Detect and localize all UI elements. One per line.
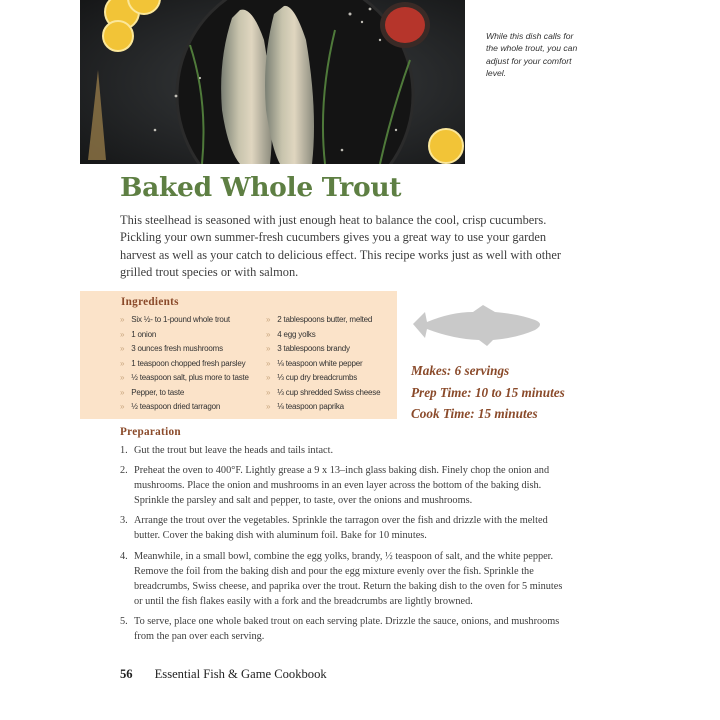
servings-text: Makes: 6 servings <box>411 363 510 378</box>
book-title: Essential Fish & Game Cookbook <box>154 667 327 681</box>
recipe-title: Baked Whole Trout <box>120 172 402 203</box>
preparation-steps <box>120 443 572 649</box>
prep-time-text: Prep Time: 10 to 15 minutes <box>411 384 565 400</box>
fish-silhouette-icon <box>411 302 547 353</box>
step-number: 4. <box>120 550 128 562</box>
preparation-step <box>120 443 572 458</box>
step-text: Gut the trout but leave the heads and tails intact. <box>134 445 334 456</box>
preparation-step <box>120 614 572 644</box>
ingredient-item: » 1 teaspoon chopped fresh parsley <box>120 357 249 372</box>
step-number: 2. <box>120 465 128 477</box>
page-footer <box>120 667 327 682</box>
ingredient-item: » ½ teaspoon dried tarragon <box>120 400 249 415</box>
ingredients-list-right <box>266 313 380 415</box>
ingredient-item: » 3 tablespoons brandy <box>266 342 380 357</box>
preparation-step <box>120 549 572 609</box>
step-number: 5. <box>120 615 128 627</box>
ingredient-item: » Six ½- to 1-pound whole trout <box>120 313 249 328</box>
ingredient-item: » ½ teaspoon salt, plus more to taste <box>120 371 249 386</box>
ingredient-item: » Pepper, to taste <box>120 386 249 401</box>
recipe-yields <box>411 360 565 425</box>
ingredient-item: » ⅛ teaspoon paprika <box>266 400 380 415</box>
ingredients-list-left <box>120 313 249 415</box>
recipe-intro: This steelhead is seasoned with just enough heat to balance the cool, crisp cucumbers. Pickling your own summer-fresh cucumbers gives you a great way to use your garden harvest as well as your catch to delicious effect. This recipe works just as well with other grilled trout species or with salmon. <box>120 213 562 280</box>
trout-photo <box>80 0 465 164</box>
ingredient-item: » ⅓ cup dry breadcrumbs <box>266 371 380 386</box>
ingredient-item: » ⅛ teaspoon white pepper <box>266 357 380 372</box>
preparation-heading: Preparation <box>120 426 181 438</box>
step-text: Arrange the trout over the vegetables. Sprinkle the tarragon over the fish and drizzle with the melted butter. Cover the baking dish with aluminum foil. Bake for 10 minutes. <box>134 515 548 542</box>
ingredient-item: » ⅓ cup shredded Swiss cheese <box>266 386 380 401</box>
step-text: Meanwhile, in a small bowl, combine the egg yolks, brandy, ½ teaspoon of salt, and the white pepper. Remove the foil from the baking dish and pour the egg mixture evenly over the fish. Sprinkle the breadcrumbs, Swiss cheese, and paprika over the trout. Return the baking dish to the oven for 5 minutes or until the fish flakes easily with a fork and the breadcrumbs are lightly browned. <box>134 550 563 607</box>
step-number: 3. <box>120 515 128 527</box>
step-number: 1. <box>120 445 128 456</box>
ingredients-box <box>80 291 397 419</box>
ingredients-heading: Ingredients <box>121 296 179 308</box>
cook-time-text: Cook Time: 15 minutes <box>411 406 538 422</box>
page-number: 56 <box>120 667 133 681</box>
preparation-step <box>120 513 572 543</box>
ingredient-item: » 2 tablespoons butter, melted <box>266 313 380 328</box>
preparation-step <box>120 463 572 508</box>
ingredient-item: » 3 ounces fresh mushrooms <box>120 342 249 357</box>
ingredient-item: » 4 egg yolks <box>266 328 380 343</box>
step-text: To serve, place one whole baked trout on each serving plate. Drizzle the sauce, onions, and mushrooms from the pan over each serving. <box>134 615 560 643</box>
step-text: Preheat the oven to 400°F. Lightly grease a 9 x 13–inch glass baking dish. Finely chop the onion and mushrooms. Place the onion and mushrooms in an even layer across the bottom of the baking dish. Sprinkle the parsley and salt and pepper, to taste, over the onions and mushrooms. <box>134 465 550 507</box>
photo-caption: While this dish calls for the whole trout, you can adjust for your comfort level. <box>486 31 578 79</box>
ingredient-item: » 1 onion <box>120 328 249 343</box>
